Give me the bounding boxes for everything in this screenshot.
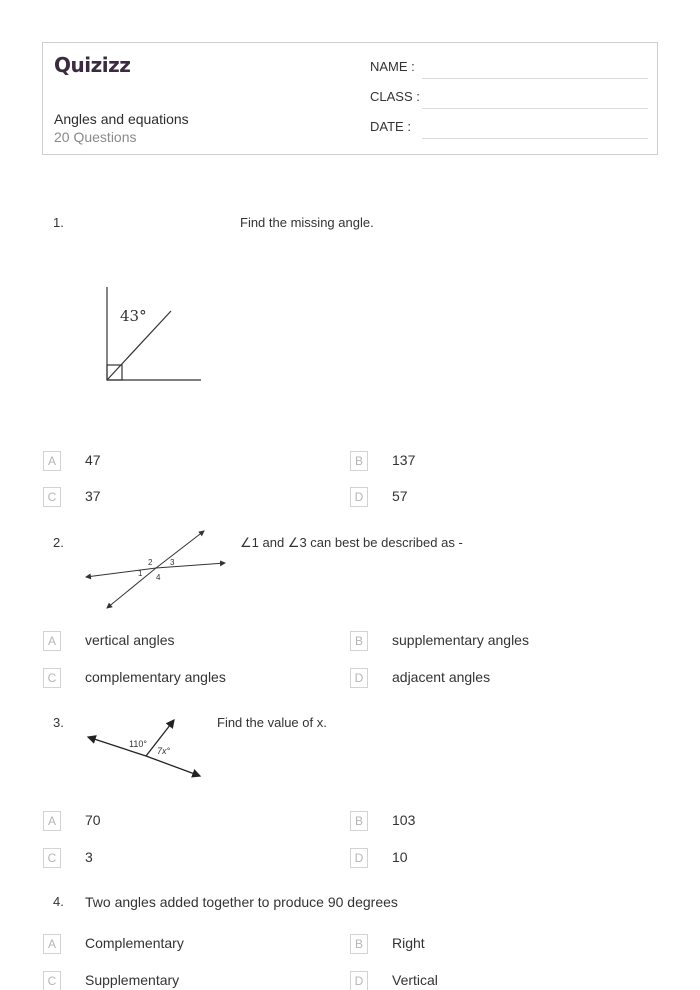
svg-text:1: 1 bbox=[138, 569, 143, 578]
date-field[interactable] bbox=[370, 119, 648, 139]
question-number: 2. bbox=[53, 535, 64, 550]
option-text: 103 bbox=[392, 812, 416, 828]
option-letter: C bbox=[43, 848, 61, 868]
name-label: NAME : bbox=[370, 59, 415, 74]
linear-pair-figure bbox=[86, 718, 204, 782]
option-text: 10 bbox=[392, 849, 408, 865]
name-field[interactable] bbox=[370, 59, 648, 79]
svg-text:2: 2 bbox=[148, 558, 153, 567]
worksheet-header bbox=[42, 42, 658, 155]
option-text: vertical angles bbox=[85, 632, 175, 648]
question-text: Find the missing angle. bbox=[240, 215, 374, 230]
option-text: Right bbox=[392, 935, 425, 951]
option-text: 137 bbox=[392, 452, 416, 468]
option-text: 70 bbox=[85, 812, 101, 828]
question-count: 20 Questions bbox=[54, 129, 137, 145]
option-letter: D bbox=[350, 971, 368, 990]
class-label: CLASS : bbox=[370, 89, 420, 104]
option-letter: A bbox=[43, 451, 61, 471]
question-number: 4. bbox=[53, 894, 64, 909]
option-letter: A bbox=[43, 934, 61, 954]
option-text: supplementary angles bbox=[392, 632, 529, 648]
option-text: Supplementary bbox=[85, 972, 180, 988]
option-letter: D bbox=[350, 487, 368, 507]
question-text: Two angles added together to produce 90 degrees bbox=[85, 894, 398, 910]
option-text: 57 bbox=[392, 488, 408, 504]
quiz-title: Angles and equations bbox=[54, 111, 189, 127]
option-text: Complementary bbox=[85, 935, 184, 951]
option-text: adjacent angles bbox=[392, 669, 491, 685]
name-input-line[interactable] bbox=[422, 78, 648, 79]
option-text: 47 bbox=[85, 452, 101, 468]
question-text: Find the value of x. bbox=[217, 715, 327, 730]
option-letter: A bbox=[43, 631, 61, 651]
quizizz-logo: Quizizz bbox=[54, 53, 131, 77]
class-input-line[interactable] bbox=[422, 108, 648, 109]
date-input-line[interactable] bbox=[422, 138, 648, 139]
option-letter: B bbox=[350, 934, 368, 954]
option-letter: D bbox=[350, 848, 368, 868]
option-letter: C bbox=[43, 487, 61, 507]
svg-text:110°: 110° bbox=[129, 739, 147, 749]
svg-text:4: 4 bbox=[156, 573, 161, 582]
option-letter: B bbox=[350, 451, 368, 471]
option-letter: A bbox=[43, 811, 61, 831]
question-text: ∠1 and ∠3 can best be described as - bbox=[240, 535, 463, 550]
option-text: 3 bbox=[85, 849, 93, 865]
option-letter: C bbox=[43, 971, 61, 990]
option-letter: C bbox=[43, 668, 61, 688]
right-angle-figure bbox=[100, 285, 210, 385]
svg-text:7x°: 7x° bbox=[157, 746, 171, 756]
option-letter: B bbox=[350, 631, 368, 651]
option-letter: B bbox=[350, 811, 368, 831]
intersecting-lines-figure bbox=[84, 528, 229, 613]
class-field[interactable] bbox=[370, 89, 648, 109]
question-number: 1. bbox=[53, 215, 64, 230]
option-text: Vertical bbox=[392, 972, 438, 988]
option-text: 37 bbox=[85, 488, 101, 504]
angle-label: 43° bbox=[120, 307, 147, 325]
question-number: 3. bbox=[53, 715, 64, 730]
date-label: DATE : bbox=[370, 119, 411, 134]
svg-text:3: 3 bbox=[170, 558, 175, 567]
option-letter: D bbox=[350, 668, 368, 688]
option-text: complementary angles bbox=[85, 669, 226, 685]
